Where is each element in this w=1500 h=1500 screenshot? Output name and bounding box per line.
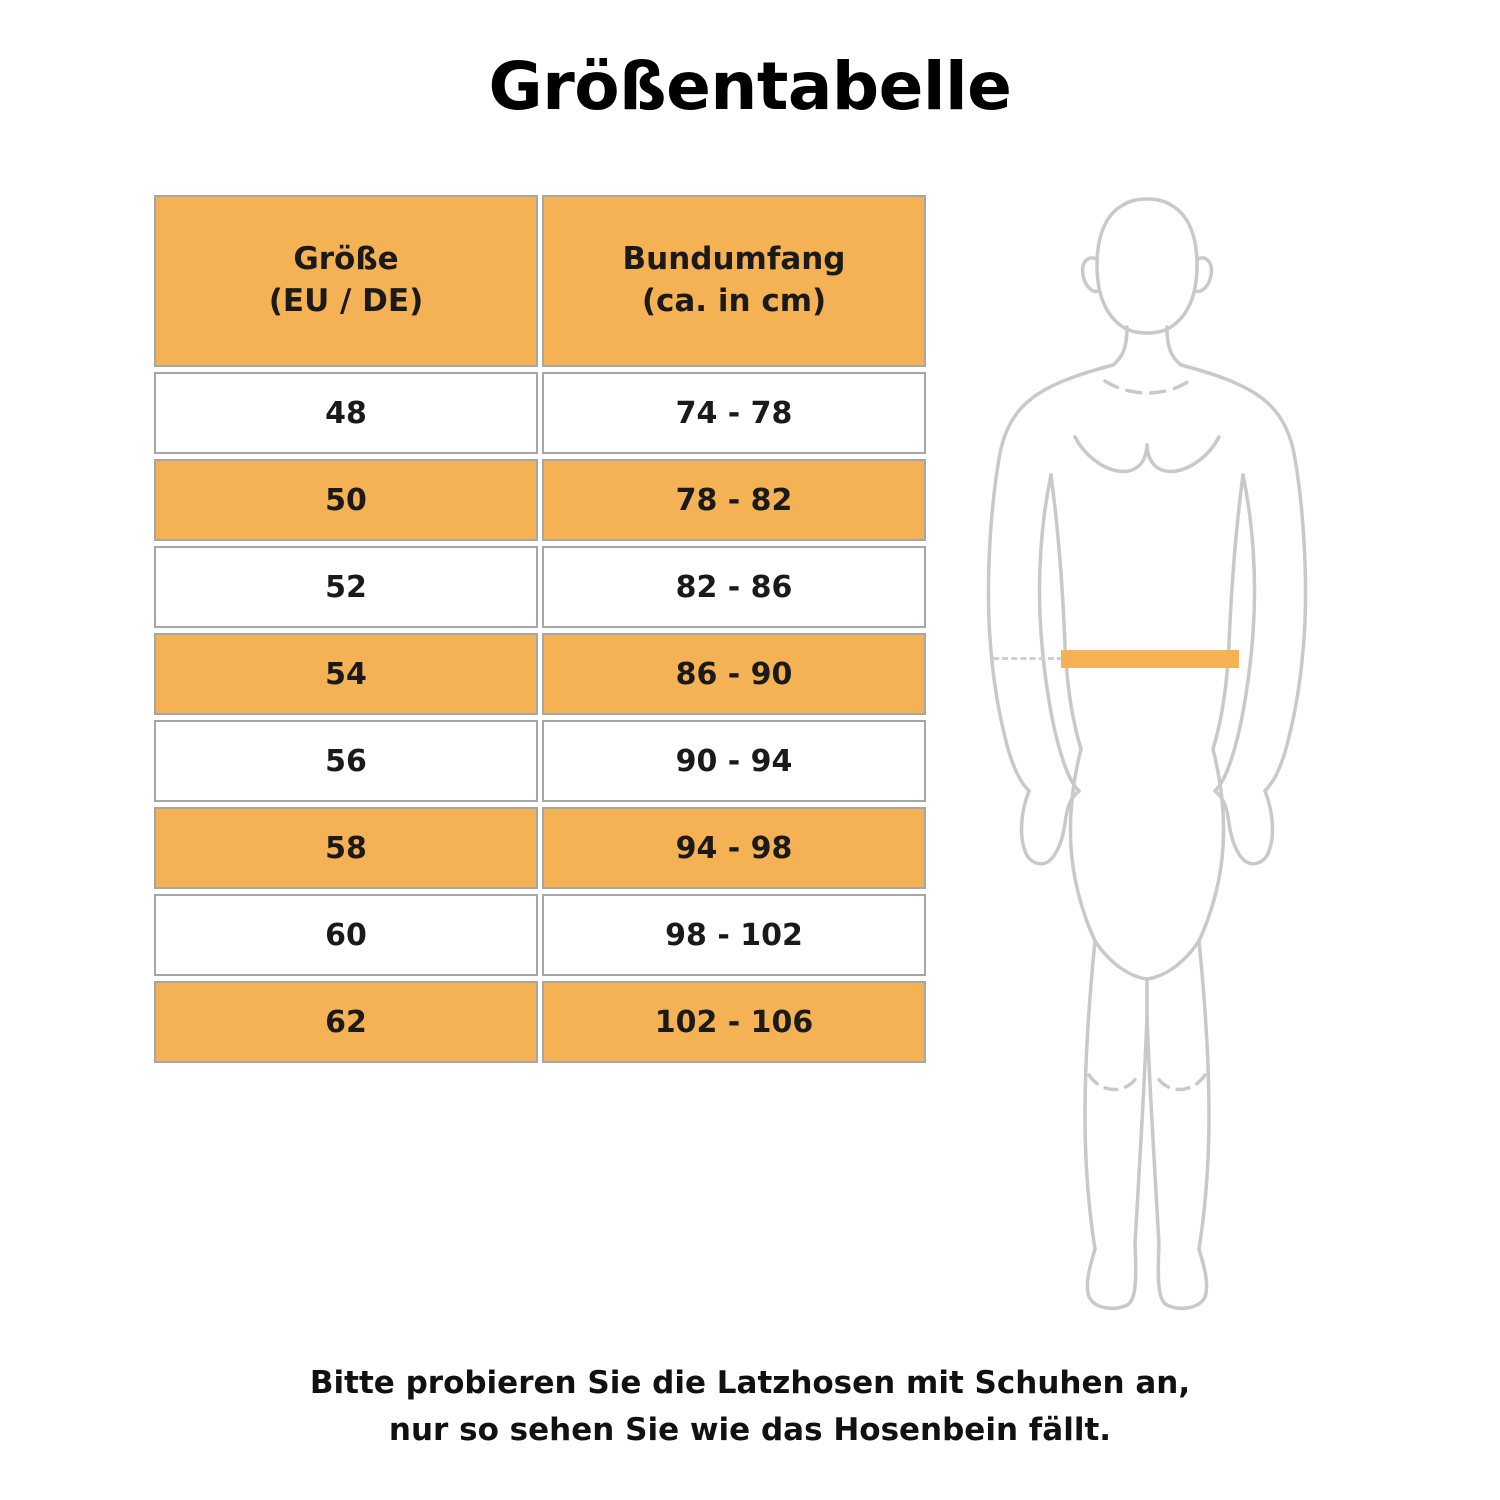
table-row	[154, 546, 926, 628]
male-body-outline-icon	[955, 175, 1375, 1320]
cell-size: 48	[154, 372, 538, 454]
cell-waist: 94 - 98	[542, 807, 926, 889]
cell-waist: 78 - 82	[542, 459, 926, 541]
table-row	[154, 459, 926, 541]
cell-waist: 74 - 78	[542, 372, 926, 454]
waist-measure-guide-line	[993, 657, 1063, 660]
cell-size: 52	[154, 546, 538, 628]
footer-note	[0, 1360, 1500, 1453]
footer-note-line1: Bitte probieren Sie die Latzhosen mit Schuhen an,	[309, 1365, 1191, 1401]
column-header-waist-line1: Bundumfang	[622, 241, 846, 278]
cell-size: 62	[154, 981, 538, 1063]
column-header-size-line2: (EU / DE)	[268, 283, 424, 319]
column-header-waist	[542, 195, 926, 367]
cell-waist: 82 - 86	[542, 546, 926, 628]
table-header	[154, 195, 926, 367]
table-row	[154, 720, 926, 802]
cell-waist: 102 - 106	[542, 981, 926, 1063]
column-header-waist-line2: (ca. in cm)	[641, 283, 827, 319]
cell-size: 58	[154, 807, 538, 889]
waist-measure-indicator	[1061, 650, 1239, 668]
table-body	[154, 372, 926, 1063]
table-row	[154, 981, 926, 1063]
cell-waist: 98 - 102	[542, 894, 926, 976]
cell-size: 50	[154, 459, 538, 541]
footer-note-line2: nur so sehen Sie wie das Hosenbein fällt.	[388, 1411, 1112, 1448]
body-figure	[955, 175, 1375, 1320]
table-row	[154, 894, 926, 976]
cell-size: 54	[154, 633, 538, 715]
size-table	[150, 190, 930, 1068]
table-header-row	[154, 195, 926, 367]
column-header-size	[154, 195, 538, 367]
page-title: Größentabelle	[488, 48, 1012, 125]
table-row	[154, 372, 926, 454]
table-row	[154, 807, 926, 889]
cell-size: 56	[154, 720, 538, 802]
cell-waist: 86 - 90	[542, 633, 926, 715]
column-header-size-line1: Größe	[293, 241, 399, 278]
table-row	[154, 633, 926, 715]
cell-size: 60	[154, 894, 538, 976]
cell-waist: 90 - 94	[542, 720, 926, 802]
